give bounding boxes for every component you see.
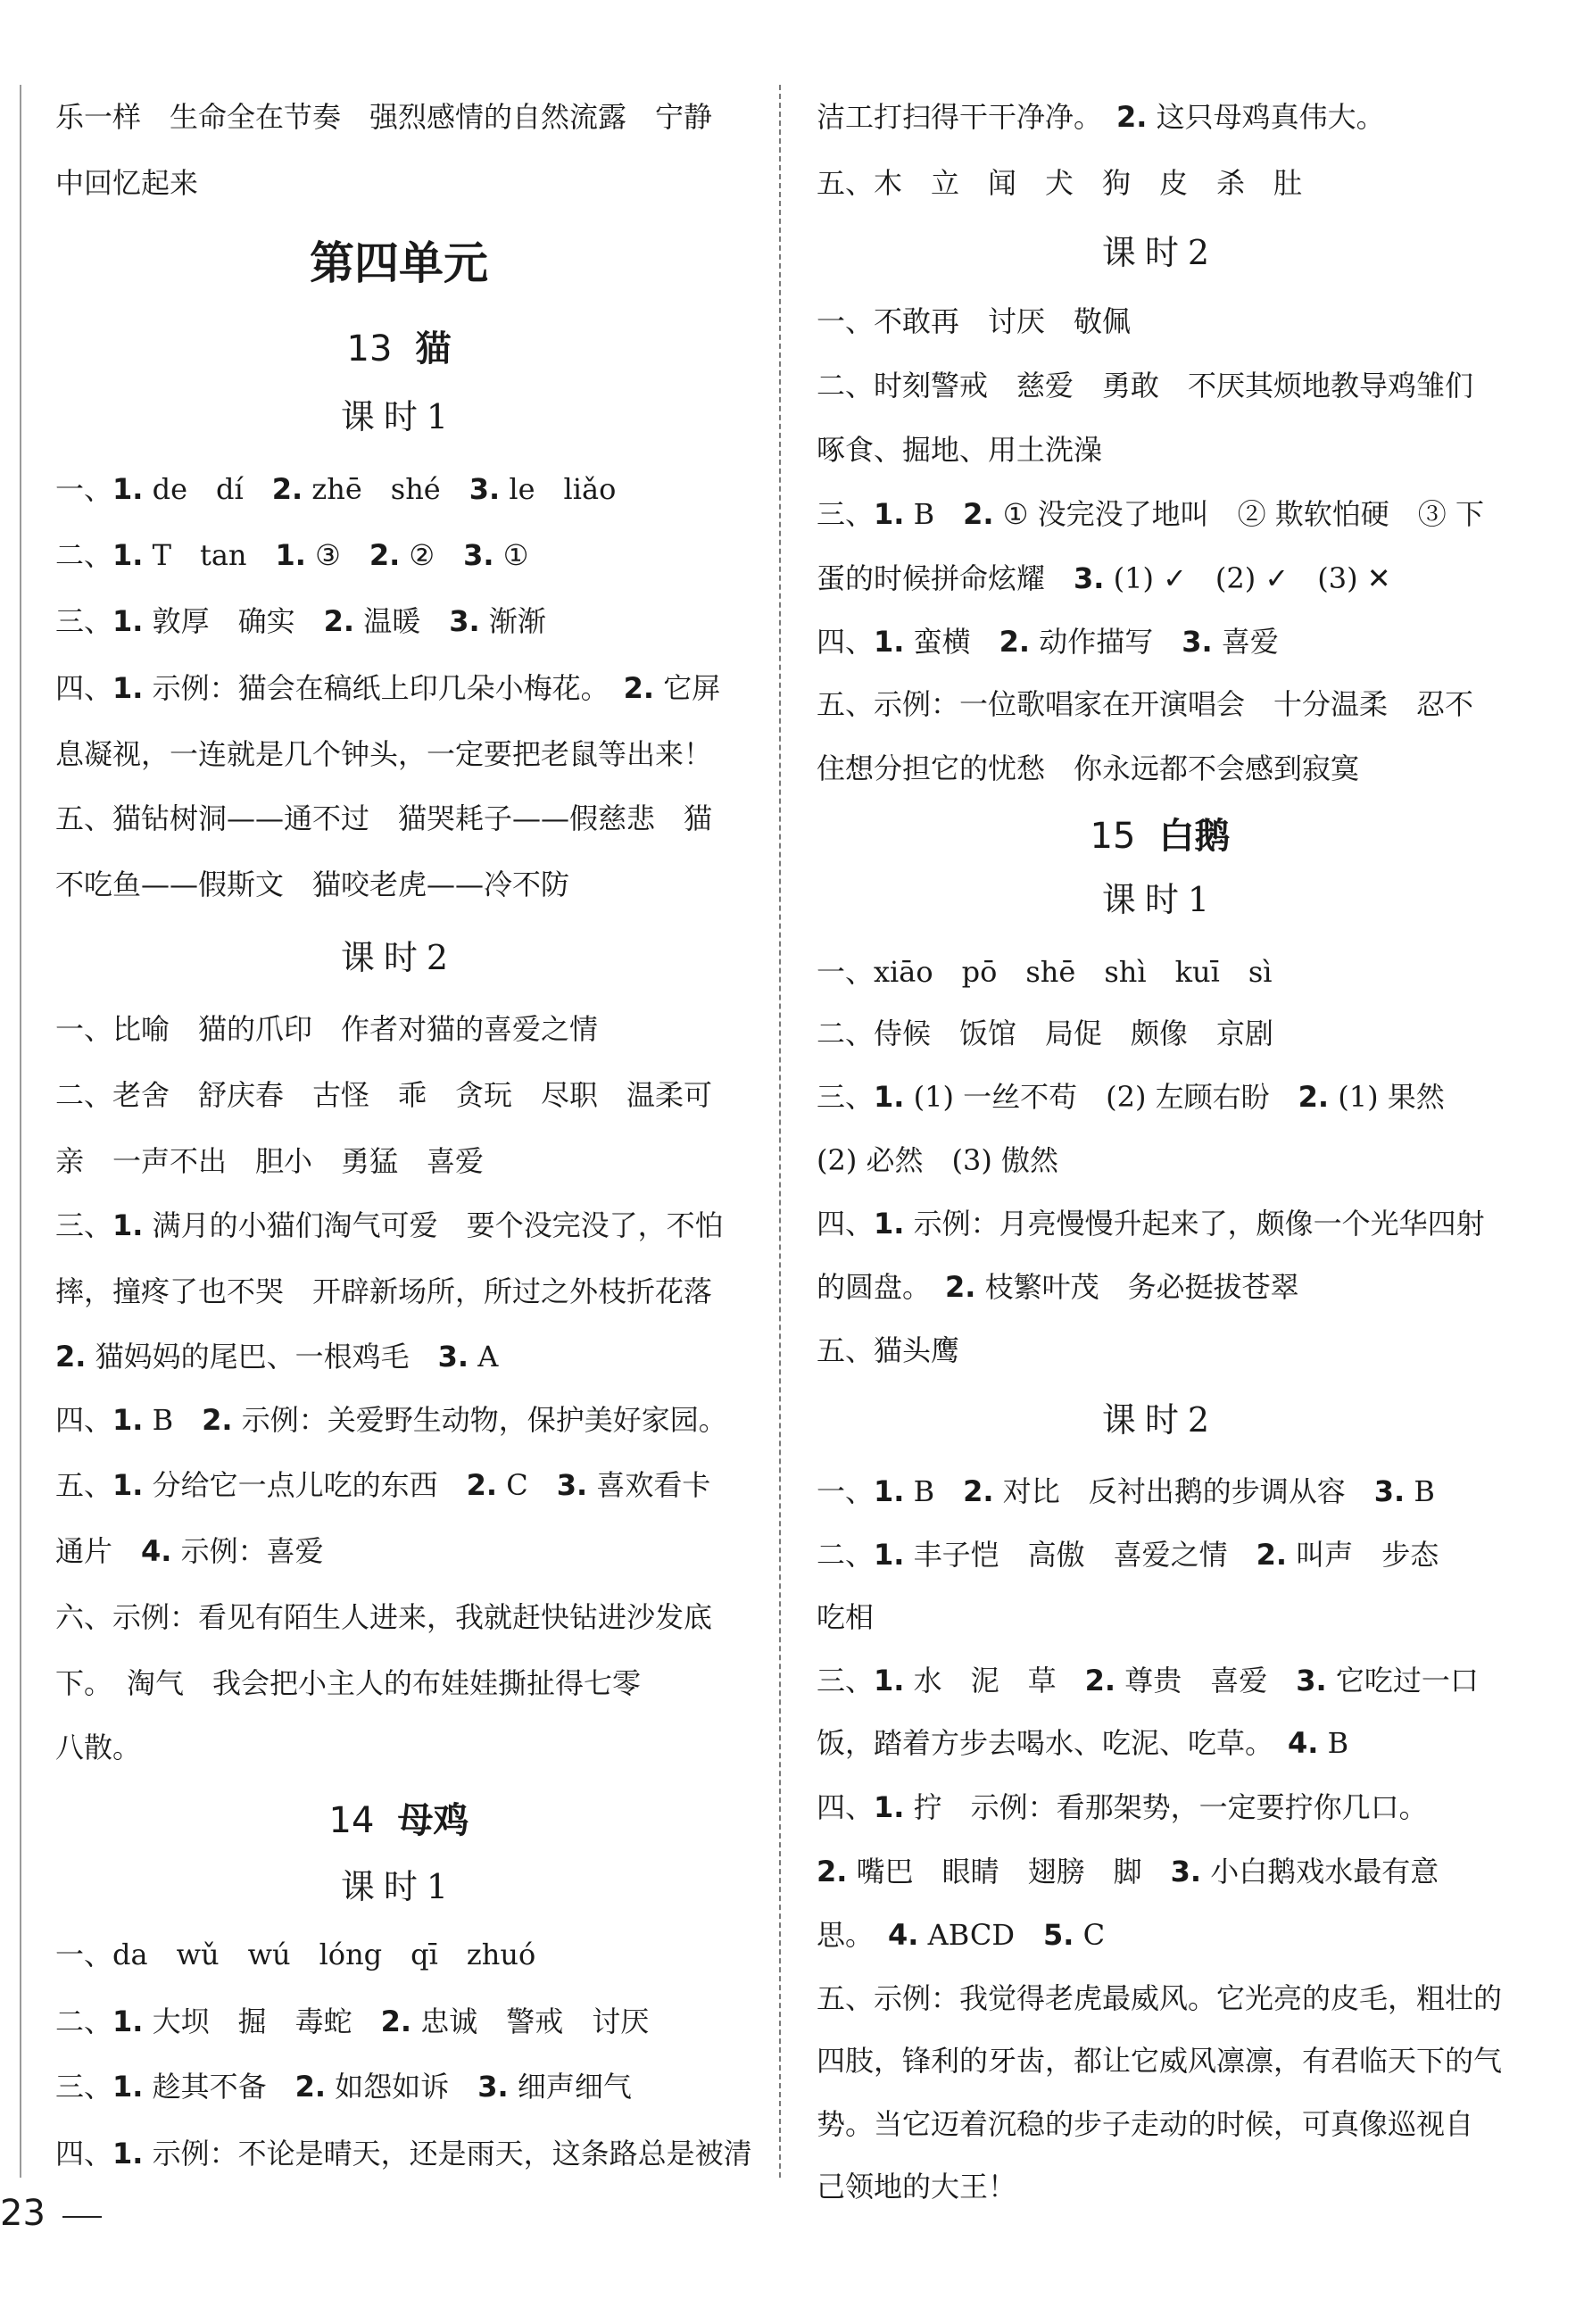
item-number: 5. [1042,1918,1074,1952]
answer-line: 八散。 [55,1731,142,1764]
answer-line: 摔，撞疼了也不哭 开辟新场所，所过之外枝折花落 [55,1274,713,1308]
answer-label: 通片 [55,1534,142,1568]
answer-line: 亲 一声不出 胆小 勇猛 喜爱 [55,1144,485,1178]
page-number: 23 [0,2193,46,2234]
lesson-name: 猫 [415,328,452,369]
answer-label: 五、 [55,1468,113,1502]
answer-line [817,1663,1479,1698]
item-number: 2. [999,625,1031,659]
answer-text: le liǎo [500,472,617,506]
item-number: 1. [874,625,905,659]
answer-line: 息凝视，一连就是几个钟头，一定要把老鼠等出来！ [55,737,713,771]
answer-label: 四、 [55,1403,113,1437]
answer-line [55,1402,727,1438]
item-number: 1. [112,1208,144,1242]
answer-line [817,1473,1435,1509]
answer-line: 一、不敢再 讨厌 敬佩 [817,304,1132,338]
lesson-number: 14 [328,1800,375,1841]
answer-line [55,603,546,639]
item-number: 2. [369,538,401,572]
answer-text: 敦厚 确实 [143,604,324,638]
answer-line: 二、时刻警戒 慈爱 勇敢 不厌其烦地教导鸡雏们 [817,369,1474,403]
item-number: 2. [1116,100,1148,134]
period-heading: 课时1 [1101,880,1219,919]
lesson-number: 15 [1090,816,1136,857]
answer-line: (2) 必然 (3) 傲然 [817,1143,1059,1177]
answer-line: 己领地的大王！ [817,2170,1017,2204]
right-column [817,0,1504,2213]
answer-label: 三、 [55,604,113,638]
item-number: 2. [1084,1664,1116,1697]
item-number: 1. [275,538,306,572]
item-number: 3. [477,2070,509,2104]
answer-line [817,1537,1439,1573]
answer-label: 三、 [817,497,875,531]
answer-line [55,1339,498,1374]
lesson-number: 13 [346,328,393,369]
answer-text: 丰子恺 高傲 喜爱之情 [904,1538,1256,1572]
item-number: 2. [271,472,303,506]
item-number: 3. [1182,625,1213,659]
answer-line [55,2004,649,2039]
answer-line: 五、示例：一位歌唱家在开演唱会 十分温柔 忍不 [817,687,1474,721]
answer-text: 它屏 [654,671,721,705]
item-number: 1. [112,2137,144,2170]
item-number: 2. [963,497,994,531]
lesson-name: 母鸡 [397,1800,469,1841]
column-divider [779,85,781,2178]
answer-text: B [904,497,964,531]
answer-text: ① [493,538,529,572]
answer-text: ③ [305,538,369,572]
item-number: 1. [112,604,144,638]
answer-line [55,2069,632,2104]
answer-text: B [143,1403,203,1437]
item-number: 3. [1296,1664,1327,1697]
item-number: 2. [963,1474,994,1508]
answer-line: 一、da wǔ wú lóng qī zhuó [55,1938,536,1971]
answer-text: 水 泥 草 [904,1664,1085,1697]
answer-text: 示例：关爱野生动物，保护美好家园。 [232,1403,727,1437]
answer-text: 它吃过一口 [1326,1664,1479,1697]
answer-text: C [1074,1918,1106,1952]
lesson-title-15 [817,814,1504,859]
answer-line: 势。当它迈着沉稳的步子走动的时候，可真像巡视自 [817,2107,1474,2141]
item-number: 2. [1256,1538,1288,1572]
answer-text: 趁其不备 [143,2070,295,2104]
answer-line: 一、比喻 猫的爪印 作者对猫的喜爱之情 [55,1012,599,1046]
answer-text: 枝繁叶茂 务必挺拔苍翠 [975,1270,1299,1304]
item-number: 4. [1288,1726,1319,1760]
answer-text: 动作描写 [1030,625,1182,659]
left-column [55,0,752,2213]
item-number: 3. [437,1340,469,1374]
answer-line [817,560,1391,596]
answer-label: 四、 [817,1207,875,1241]
item-number: 2. [466,1468,498,1502]
item-number: 1. [112,472,144,506]
item-number: 3. [556,1468,588,1502]
period-heading: 课时1 [340,397,458,436]
answer-text: 渐渐 [479,604,546,638]
answer-label: 三、 [817,1080,875,1114]
answer-label: 三、 [55,2070,113,2104]
answer-line [55,1467,710,1503]
answer-text: (1) 果然 [1329,1080,1445,1114]
answer-text: C [497,1468,557,1502]
item-number: 1. [874,1790,905,1824]
answer-line [817,496,1484,532]
item-number: 1. [874,1664,905,1697]
answer-line: 不吃鱼——假斯文 猫咬老虎——冷不防 [55,867,570,901]
lesson-title-14 [55,1798,742,1843]
lesson-name: 白鹅 [1158,816,1231,857]
answer-line: 下。 淘气 我会把小主人的布娃娃撕扯得七零 [55,1666,642,1700]
item-number: 1. [874,1080,905,1114]
answer-line [55,670,720,706]
answer-text: 嘴巴 眼睛 翅膀 脚 [847,1855,1171,1888]
item-number: 1. [112,538,144,572]
answer-line: 啄食、掘地、用土洗澡 [817,433,1103,467]
item-number: 2. [817,1855,848,1888]
answer-text: T tan [143,538,276,572]
answer-label: 四、 [817,1790,875,1824]
answer-label: 的圆盘。 [817,1270,946,1304]
item-number: 4. [141,1534,172,1568]
answer-text: (1) 一丝不苟 (2) 左顾右盼 [904,1080,1298,1114]
item-number: 3. [469,472,501,506]
answer-label: 二、 [55,538,113,572]
answer-label: 一、 [817,1474,875,1508]
answer-text: 示例：喜爱 [171,1534,324,1568]
answer-text: 示例：月亮慢慢升起来了，颇像一个光华四射 [904,1207,1485,1241]
answer-line [817,1789,1428,1825]
item-number: 1. [112,1403,144,1437]
item-number: 3. [1170,1855,1202,1888]
page-number-dash [62,2216,102,2218]
answer-text: 如怨如诉 [326,2070,478,2104]
answer-line [817,1917,1105,1953]
item-number: 1. [874,1207,905,1241]
item-number: 1. [112,1468,144,1502]
unit-title: 第四单元 [310,237,488,289]
answer-text: A [469,1340,499,1374]
answer-label: 三、 [55,1208,113,1242]
answer-text: 满月的小猫们淘气可爱 要个没完没了，不怕 [143,1208,724,1242]
item-number: 2. [380,2004,412,2038]
answer-line [55,2136,752,2171]
answer-text: 忠诚 警戒 讨厌 [411,2004,650,2038]
answer-line: 六、示例：看见有陌生人进来，我就赶快钻进沙发底 [55,1600,713,1634]
answer-label: 饭，踏着方步去喝水、吃泥、吃草。 [817,1726,1289,1760]
answer-text: 喜欢看卡 [587,1468,711,1502]
item-number: 1. [874,497,905,531]
answer-text: 大坝 掘 毒蛇 [143,2004,381,2038]
answer-label: 蛋的时候拼命炫耀 [817,561,1074,595]
answer-label: 洁工打扫得干干净净。 [817,100,1117,134]
answer-line: 五、猫钻树洞——通不过 猫哭耗子——假慈悲 猫 [55,801,713,835]
item-number: 4. [888,1918,919,1952]
answer-text: 拧 示例：看那架势，一定要拧你几口。 [904,1790,1428,1824]
answer-text: B [1405,1474,1435,1508]
period-heading: 课时1 [340,1867,458,1906]
item-number: 3. [463,538,494,572]
answer-text: 尊贵 喜爱 [1115,1664,1297,1697]
item-number: 2. [1298,1080,1330,1114]
answer-text: 分给它一点儿吃的东西 [143,1468,467,1502]
answer-line [817,99,1385,135]
item-number: 2. [623,671,655,705]
answer-line: 中回忆起来 [55,166,199,200]
answer-text: 这只母鸡真伟大。 [1147,100,1385,134]
answer-line: 五、木 立 闻 犬 狗 皮 杀 肚 [817,166,1303,200]
answer-line [817,1206,1485,1241]
answer-line [817,1079,1445,1115]
period-heading: 课时2 [1101,233,1219,272]
answer-label: 四、 [55,2137,113,2170]
item-number: 3. [1074,561,1105,595]
answer-line [817,624,1279,660]
answer-line [55,471,616,507]
answer-line: 乐一样 生命全在节奏 强烈感情的自然流露 宁静 [55,100,713,134]
answer-line [817,1854,1439,1889]
answer-label: 一、 [55,472,113,506]
item-number: 1. [112,671,144,705]
answer-label: 四、 [55,671,113,705]
answer-label: 二、 [55,2004,113,2038]
item-number: 2. [323,604,355,638]
answer-text: ② [400,538,464,572]
item-number: 2. [202,1403,233,1437]
answer-line: 五、猫头鹰 [817,1333,960,1367]
item-number: 3. [449,604,480,638]
answer-line [817,1269,1299,1305]
answer-text: 示例：不论是晴天，还是雨天，这条路总是被清 [143,2137,752,2170]
answer-line: 二、老舍 舒庆春 古怪 乖 贪玩 尽职 温柔可 [55,1078,713,1112]
answer-line [55,537,528,573]
item-number: 1. [874,1474,905,1508]
answer-text: ① 没完没了地叫 ② 欺软怕硬 ③ 下 [993,497,1484,531]
answer-text: 叫声 步态 [1287,1538,1439,1572]
item-number: 2. [945,1270,976,1304]
answer-text: 温暖 [354,604,450,638]
item-number: 1. [112,2070,144,2104]
answer-text: 细声细气 [508,2070,632,2104]
answer-line: 四肢，锋利的牙齿，都让它威风凛凛，有君临天下的气 [817,2044,1503,2078]
answer-text: ABCD [918,1918,1043,1952]
answer-text: 小白鹅戏水最有意 [1201,1855,1439,1888]
answer-line: 一、xiāo pō shē shì kuī sì [817,955,1273,989]
answer-label: 思。 [817,1918,889,1952]
answer-text: B [904,1474,964,1508]
answer-text: 示例：猫会在稿纸上印几朵小梅花。 [143,671,624,705]
item-number: 2. [294,2070,327,2104]
answer-label: 二、 [817,1538,875,1572]
item-number: 2. [55,1340,87,1374]
lesson-title-13 [55,327,742,371]
answer-line: 住想分担它的忧愁 你永远都不会感到寂寞 [817,751,1360,785]
answer-line [55,1533,324,1569]
answer-text: 蛮横 [904,625,999,659]
item-number: 1. [112,2004,144,2038]
period-heading: 课时2 [1101,1400,1219,1440]
answer-line: 五、示例：我觉得老虎最威风。它光亮的皮毛，粗壮的 [817,1981,1503,2015]
page-edge-line [20,85,21,2178]
answer-line: 吃相 [817,1600,875,1634]
answer-text: B [1318,1726,1349,1760]
answer-text: 猫妈妈的尾巴、一根鸡毛 [86,1340,438,1374]
answer-text: zhē shé [303,472,469,506]
answer-label: 三、 [817,1664,875,1697]
answer-text: 对比 反衬出鹅的步调从容 [993,1474,1374,1508]
answer-line: 二、侍候 饭馆 局促 颇像 京剧 [817,1017,1274,1050]
item-number: 1. [874,1538,905,1572]
answer-line [817,1725,1348,1761]
period-heading: 课时2 [340,938,458,977]
answer-text: (1) ✓ (2) ✓ (3) ✕ [1104,561,1391,595]
answer-text: de dí [143,472,272,506]
answer-label: 四、 [817,625,875,659]
item-number: 3. [1373,1474,1406,1508]
answer-line [55,1208,724,1243]
answer-text: 喜爱 [1212,625,1279,659]
